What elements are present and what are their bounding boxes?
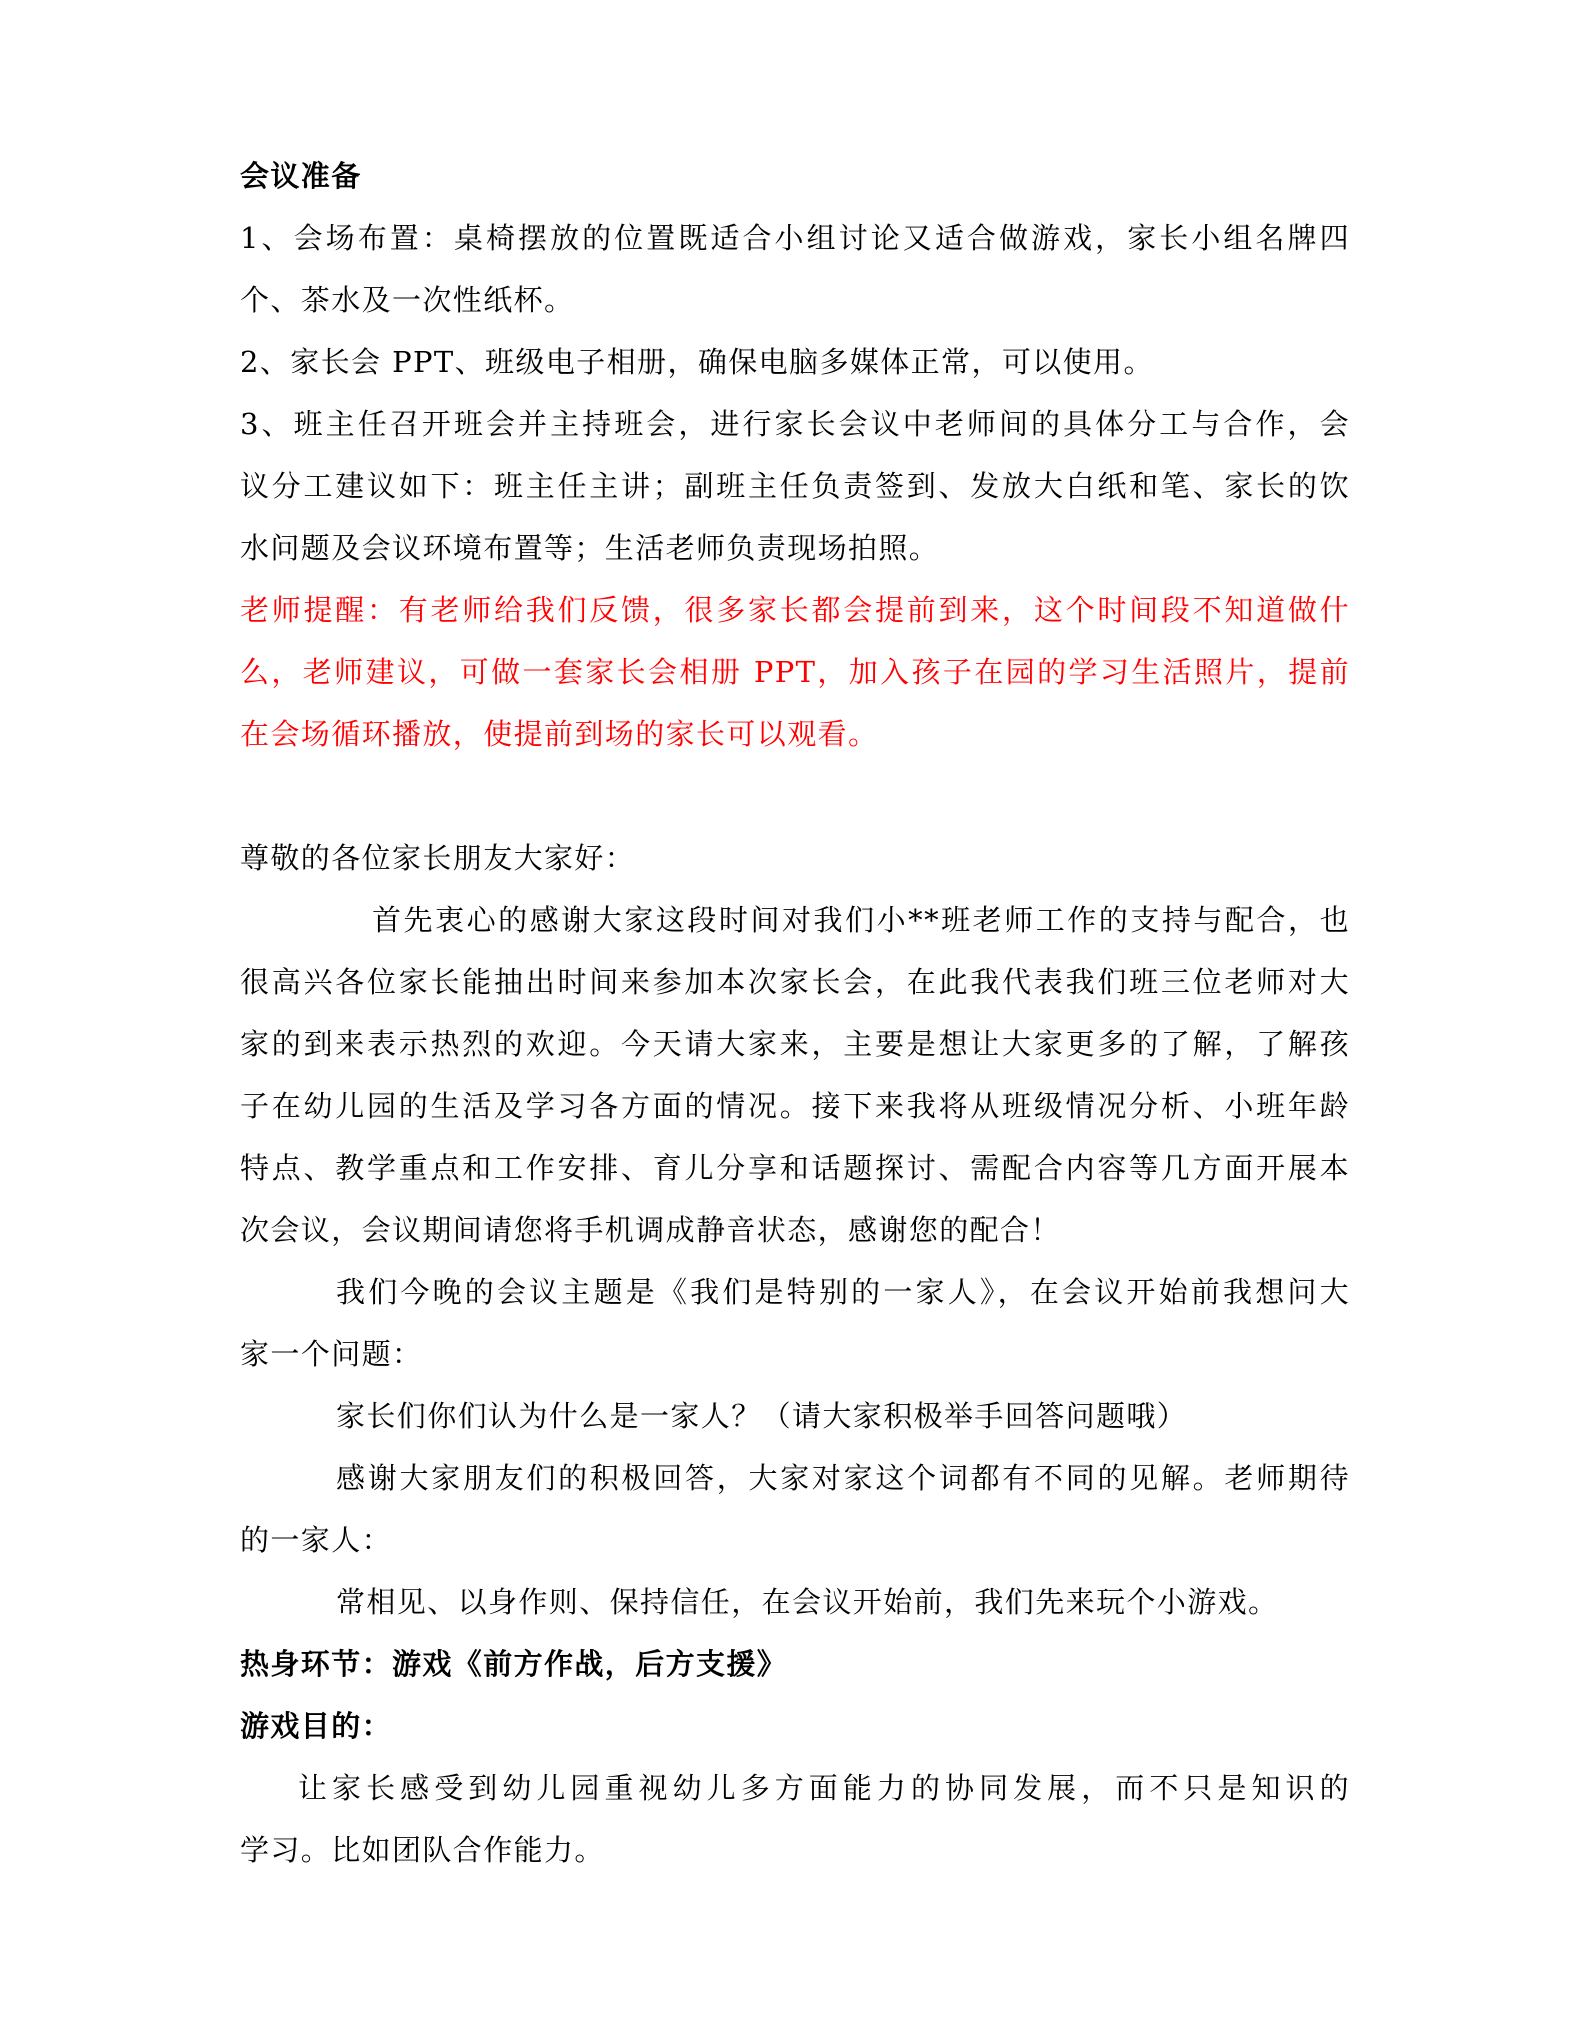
speech-intro-line-6: 次会议，会议期间请您将手机调成静音状态，感谢您的配合！ (240, 1213, 1061, 1247)
speech-intro-line-2: 很高兴各位家长能抽出时间来参加本次家长会，在此我代表我们班三位老师对大 (240, 965, 1350, 999)
teacher-reminder-line-2: 么，老师建议，可做一套家长会相册 PPT，加入孩子在园的学习生活照片，提前 (240, 655, 1350, 689)
speech-greeting: 尊敬的各位家长朋友大家好： (240, 841, 636, 875)
prep-item-1-line-1: 1、会场布置：桌椅摆放的位置既适合小组讨论又适合做游戏，家长小组名牌四 (240, 221, 1350, 255)
speech-theme-line-2: 家一个问题： (240, 1337, 423, 1371)
speech-expectation: 常相见、以身作则、保持信任，在会议开始前，我们先来玩个小游戏。 (336, 1585, 1279, 1619)
speech-thanks-line-1: 感谢大家朋友们的积极回答，大家对家这个词都有不同的见解。老师期待 (336, 1461, 1350, 1495)
section-title-game-goal: 游戏目的： (240, 1709, 393, 1743)
speech-intro-line-4: 子在幼儿园的生活及学习各方面的情况。接下来我将从班级情况分析、小班年龄 (240, 1089, 1350, 1123)
section-title-warmup-game: 热身环节：游戏《前方作战，后方支援》 (240, 1647, 788, 1681)
section-title-meeting-prep: 会议准备 (240, 159, 362, 193)
teacher-reminder-line-1: 老师提醒：有老师给我们反馈，很多家长都会提前到来，这个时间段不知道做什 (240, 593, 1350, 627)
speech-theme-line-1: 我们今晚的会议主题是《我们是特别的一家人》，在会议开始前我想问大 (336, 1275, 1350, 1309)
teacher-reminder-line-3: 在会场循环播放，使提前到场的家长可以观看。 (240, 717, 879, 751)
speech-thanks-line-2: 的一家人： (240, 1523, 393, 1557)
speech-intro-line-1: 首先衷心的感谢大家这段时间对我们小**班老师工作的支持与配合，也 (372, 903, 1350, 937)
speech-intro-line-5: 特点、教学重点和工作安排、育儿分享和话题探讨、需配合内容等几方面开展本 (240, 1151, 1350, 1185)
prep-item-3-line-1: 3、班主任召开班会并主持班会，进行家长会议中老师间的具体分工与合作，会 (240, 407, 1350, 441)
prep-item-3-line-3: 水问题及会议环境布置等；生活老师负责现场拍照。 (240, 531, 940, 565)
speech-question: 家长们你们认为什么是一家人？（请大家积极举手回答问题哦） (336, 1399, 1188, 1433)
prep-item-1-line-2: 个、茶水及一次性纸杯。 (240, 283, 575, 317)
prep-item-2: 2、家长会 PPT、班级电子相册，确保电脑多媒体正常，可以使用。 (240, 345, 1154, 379)
prep-item-3-line-2: 议分工建议如下：班主任主讲；副班主任负责签到、发放大白纸和笔、家长的饮 (240, 469, 1350, 503)
speech-intro-line-3: 家的到来表示热烈的欢迎。今天请大家来，主要是想让大家更多的了解，了解孩 (240, 1027, 1350, 1061)
game-goal-line-2: 学习。比如团队合作能力。 (240, 1833, 605, 1867)
game-goal-line-1: 让家长感受到幼儿园重视幼儿多方面能力的协同发展，而不只是知识的 (298, 1771, 1350, 1805)
